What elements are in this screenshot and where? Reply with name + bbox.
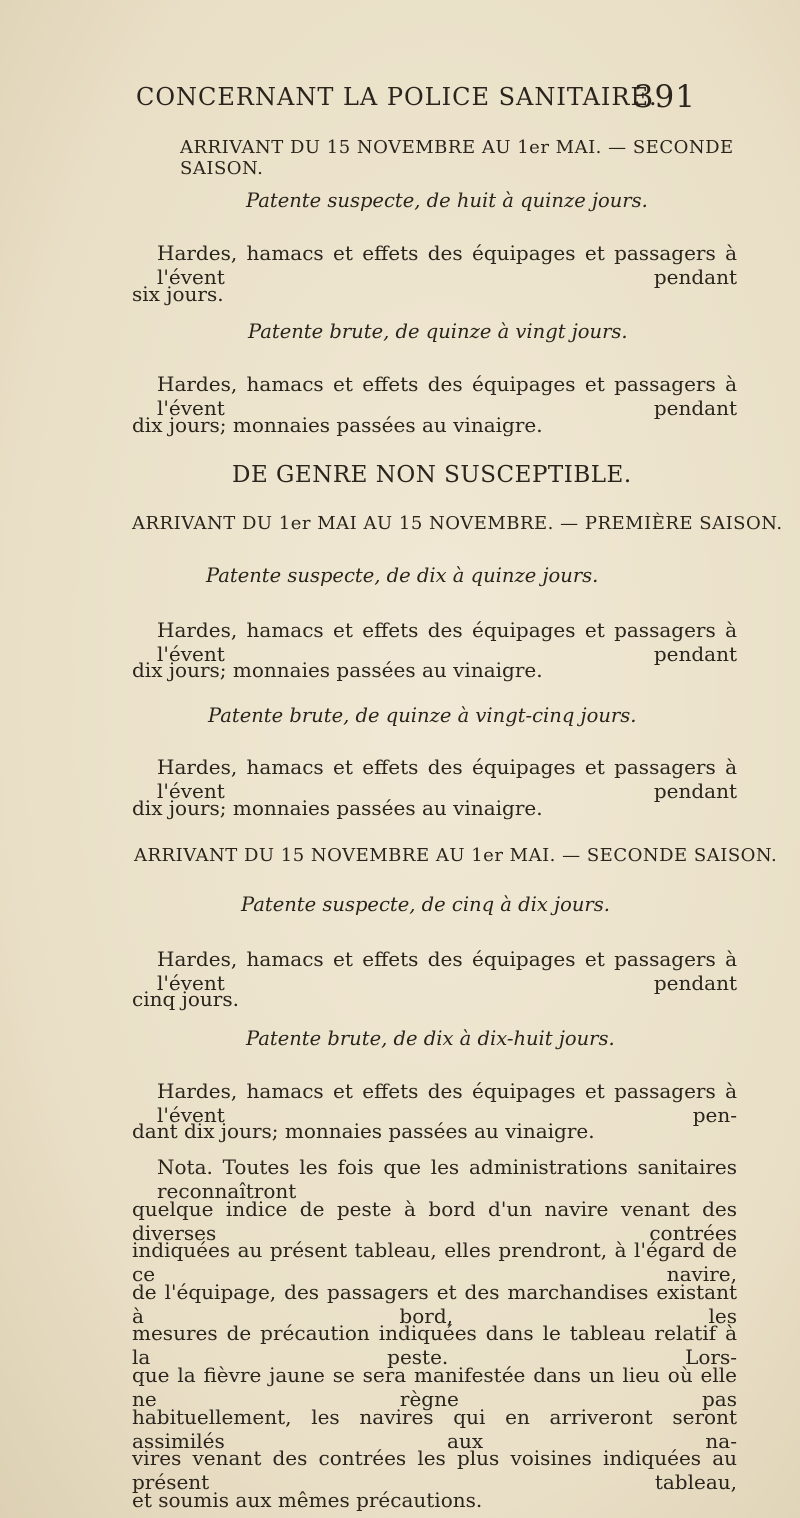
nota-line: Nota. Toutes les fois que les administrations sanitaires reconnaîtront — [157, 1155, 737, 1204]
subheading-patente-brute: Patente brute, de quinze à vingt jours. — [248, 320, 628, 344]
paragraph-line: Hardes, hamacs et effets des équipages et passagers à l'évent pendant — [157, 617, 737, 666]
nota-line: indiquées au présent tableau, elles prendront, à l'égard de ce navire, — [132, 1238, 737, 1287]
paragraph-line: dix jours; monnaies passées au vinaigre. — [132, 795, 543, 820]
paragraph-line: Hardes, hamacs et effets des équipages et passagers à l'évent pendant — [157, 372, 737, 421]
page-number: 391 — [633, 79, 696, 116]
subheading-patente-brute: Patente brute, de quinze à vingt-cinq jours. — [208, 703, 637, 727]
paragraph-line: Hardes, hamacs et effets des équipages et passagers à l'évent pendant — [157, 241, 737, 290]
section-heading-premiere-saison: ARRIVANT DU 1er MAI AU 15 NOVEMBRE. — PREMIÈRE SAISON. — [132, 512, 783, 534]
paragraph-line: Hardes, hamacs et effets des équipages et passagers à l'évent pendant — [157, 755, 737, 803]
running-head-title: CONCERNANT LA POLICE SANITAIRE. — [136, 83, 658, 112]
section-heading-seconde-saison: ARRIVANT DU 15 NOVEMBRE AU 1er MAI. — SECONDE SAISON. — [180, 137, 734, 180]
paragraph-line: Hardes, hamacs et effets des équipages et passagers à l'évent pendant — [157, 946, 737, 995]
nota-line: habituellement, les navires qui en arriveront seront assimilés aux na- — [132, 1404, 737, 1453]
nota-line: vires venant des contrées les plus voisines indiquées au présent tableau, — [132, 1446, 737, 1495]
subheading-patente-suspecte: Patente suspecte, de huit à quinze jours. — [246, 189, 648, 213]
paragraph-line: six jours. — [132, 282, 224, 307]
paragraph-line: dix jours; monnaies passées au vinaigre. — [132, 658, 543, 683]
paragraph-line: Hardes, hamacs et effets des équipages et passagers à l'évent pen- — [157, 1078, 737, 1127]
nota-line: de l'équipage, des passagers et des marchandises existant à bord, les — [132, 1279, 737, 1328]
paragraph-line: dix jours; monnaies passées au vinaigre. — [132, 413, 543, 438]
genre-heading: DE GENRE NON SUSCEPTIBLE. — [232, 461, 632, 488]
nota-line: quelque indice de peste à bord d'un navire venant des diverses contrées — [132, 1196, 737, 1245]
subheading-patente-suspecte: Patente suspecte, de cinq à dix jours. — [241, 893, 610, 917]
paragraph-line: dant dix jours; monnaies passées au vinaigre. — [132, 1119, 595, 1144]
subheading-patente-brute: Patente brute, de dix à dix-huit jours. — [246, 1027, 615, 1051]
paragraph-line: cinq jours. — [132, 987, 239, 1012]
section-heading-seconde-saison: ARRIVANT DU 15 NOVEMBRE AU 1er MAI. — SECONDE SAISON. — [134, 845, 778, 867]
nota-line: et soumis aux mêmes précautions. — [132, 1487, 483, 1512]
subheading-patente-suspecte: Patente suspecte, de dix à quinze jours. — [206, 564, 599, 588]
nota-line: mesures de précaution indiquées dans le tableau relatif à la peste. Lors- — [132, 1321, 737, 1370]
nota-line: que la fièvre jaune se sera manifestée dans un lieu où elle ne règne pas — [132, 1363, 737, 1411]
